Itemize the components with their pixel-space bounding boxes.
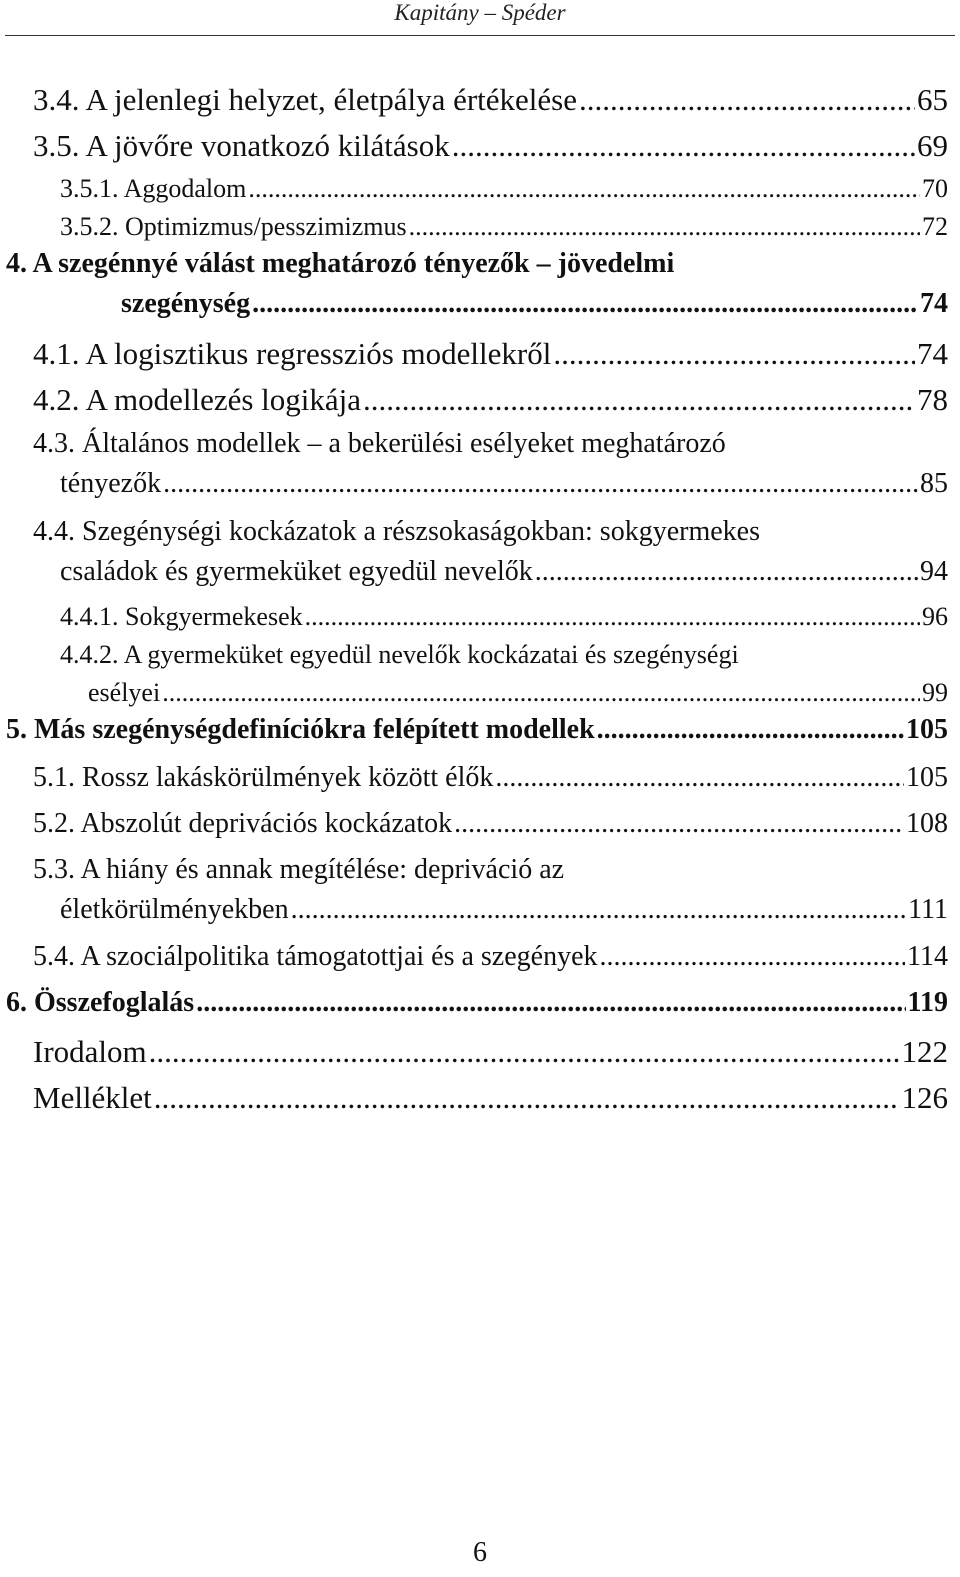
dot-leader — [291, 890, 906, 930]
toc-page-number: 111 — [908, 894, 948, 925]
toc-page-number: 74 — [917, 336, 948, 371]
dot-leader — [149, 1030, 900, 1074]
toc-entry-label: 5.2. Abszolút deprivációs kockázatok — [33, 808, 453, 839]
dot-leader — [363, 378, 915, 422]
toc-page-number: 105 — [906, 762, 948, 793]
toc-entry-label: 3.5.2. Optimizmus/pesszimizmus — [60, 212, 407, 241]
toc-entry-5-1[interactable] — [33, 758, 948, 798]
toc-page-number: 74 — [920, 288, 948, 319]
toc-entry-4-1[interactable] — [33, 332, 948, 376]
toc-entry-4-4[interactable] — [33, 512, 948, 592]
toc-entry-label-line1: 4.4.2. A gyermeküket egyedül nevelők kockázatai és szegénységi — [60, 640, 739, 669]
toc-page-number: 108 — [906, 808, 948, 839]
toc-entry-label-line2: életkörülményekben — [60, 894, 289, 925]
toc-page-number: 85 — [920, 468, 948, 499]
toc-entry-label: 4.2. A modellezés logikája — [33, 382, 362, 417]
toc-entry-irodalom[interactable] — [33, 1030, 948, 1074]
dot-leader — [597, 710, 904, 750]
dot-leader — [452, 124, 915, 168]
toc-entry-label: 3.5. A jövőre vonatkozó kilátások — [33, 128, 450, 163]
toc-entry-label-line2: tényezők — [60, 468, 162, 499]
toc-entry-label: 5.1. Rossz lakáskörülmények között élők — [33, 762, 494, 793]
running-header: Kapitány – Spéder — [394, 0, 566, 25]
toc-page-number: 70 — [922, 174, 948, 203]
toc-entry-melleklet[interactable] — [33, 1076, 948, 1120]
toc-entry-label-line1: 5.3. A hiány és annak megítélése: depriváció az — [33, 854, 565, 885]
dot-leader — [154, 1076, 900, 1120]
dot-leader — [454, 804, 904, 844]
toc-entry-5[interactable] — [6, 710, 948, 750]
toc-entry-label-line1: 4.4. Szegénységi kockázatok a részsokaságokban: sokgyermekes — [33, 516, 760, 547]
toc-entry-label: 3.5.1. Aggodalom — [60, 174, 247, 203]
toc-entry-5-4[interactable] — [33, 937, 948, 977]
toc-page-number: 94 — [920, 556, 948, 587]
toc-entry-label-line2: esélyei — [88, 678, 161, 707]
dot-leader — [252, 284, 918, 324]
toc-entry-label: Irodalom — [33, 1034, 147, 1069]
toc-page-number: 126 — [901, 1080, 948, 1115]
dot-leader — [600, 937, 906, 977]
toc-entry-label-line1: 4.3. Általános modellek – a bekerülési esélyeket meghatározó — [33, 428, 726, 459]
toc-page-number: 122 — [901, 1034, 948, 1069]
toc-entry-4-4-1[interactable] — [60, 598, 948, 636]
toc-entry-3-4[interactable] — [33, 78, 948, 122]
toc-entry-label-line1: 4. A szegénnyé válást meghatározó tényezők – jövedelmi — [6, 248, 675, 279]
toc-entry-4-3[interactable] — [33, 424, 948, 504]
toc-entry-6[interactable] — [6, 983, 948, 1023]
page-number: 6 — [473, 1537, 487, 1568]
dot-leader — [535, 552, 918, 592]
toc-entry-3-5-2[interactable] — [60, 208, 948, 246]
toc-entry-label: 5. Más szegénységdefiníciókra felépített modellek — [6, 714, 595, 745]
dot-leader — [162, 674, 920, 712]
toc-entry-4-2[interactable] — [33, 378, 948, 422]
dot-leader — [163, 464, 918, 504]
dot-leader — [553, 332, 915, 376]
toc-entry-3-5-1[interactable] — [60, 170, 948, 208]
toc-entry-label-line2: szegénység — [121, 288, 251, 319]
toc-entry-4[interactable] — [6, 244, 948, 324]
toc-entry-5-3[interactable] — [33, 850, 948, 930]
toc-entry-label: 5.4. A szociálpolitika támogatottjai és a szegények — [33, 941, 598, 972]
toc-entry-label-line2: családok és gyermeküket egyedül nevelők — [60, 556, 533, 587]
dot-leader — [196, 983, 905, 1023]
toc-entry-label: 3.4. A jelenlegi helyzet, életpálya értékelése — [33, 82, 577, 117]
toc-page-number: 105 — [906, 714, 948, 745]
toc-entry-3-5[interactable] — [33, 124, 948, 168]
toc-page-number: 119 — [907, 987, 948, 1018]
toc-entry-5-2[interactable] — [33, 804, 948, 844]
dot-leader — [248, 170, 920, 208]
toc-entry-label: 4.1. A logisztikus regressziós modellekről — [33, 336, 552, 371]
toc-page-number: 65 — [917, 82, 948, 117]
toc-entry-label: Melléklet — [33, 1080, 152, 1115]
dot-leader — [495, 758, 904, 798]
toc-page-number: 114 — [907, 941, 948, 972]
toc-page-number: 99 — [922, 678, 948, 707]
toc-page-number: 78 — [917, 382, 948, 417]
toc-page-number: 69 — [917, 128, 948, 163]
toc-entry-4-4-2[interactable] — [60, 636, 948, 712]
toc-page-number: 96 — [922, 602, 948, 631]
dot-leader — [409, 208, 920, 246]
toc-entry-label: 6. Összefoglalás — [6, 987, 195, 1018]
dot-leader — [579, 78, 915, 122]
toc-entry-label: 4.4.1. Sokgyermekesek — [60, 602, 303, 631]
toc-page-number: 72 — [922, 212, 948, 241]
dot-leader — [305, 598, 920, 636]
